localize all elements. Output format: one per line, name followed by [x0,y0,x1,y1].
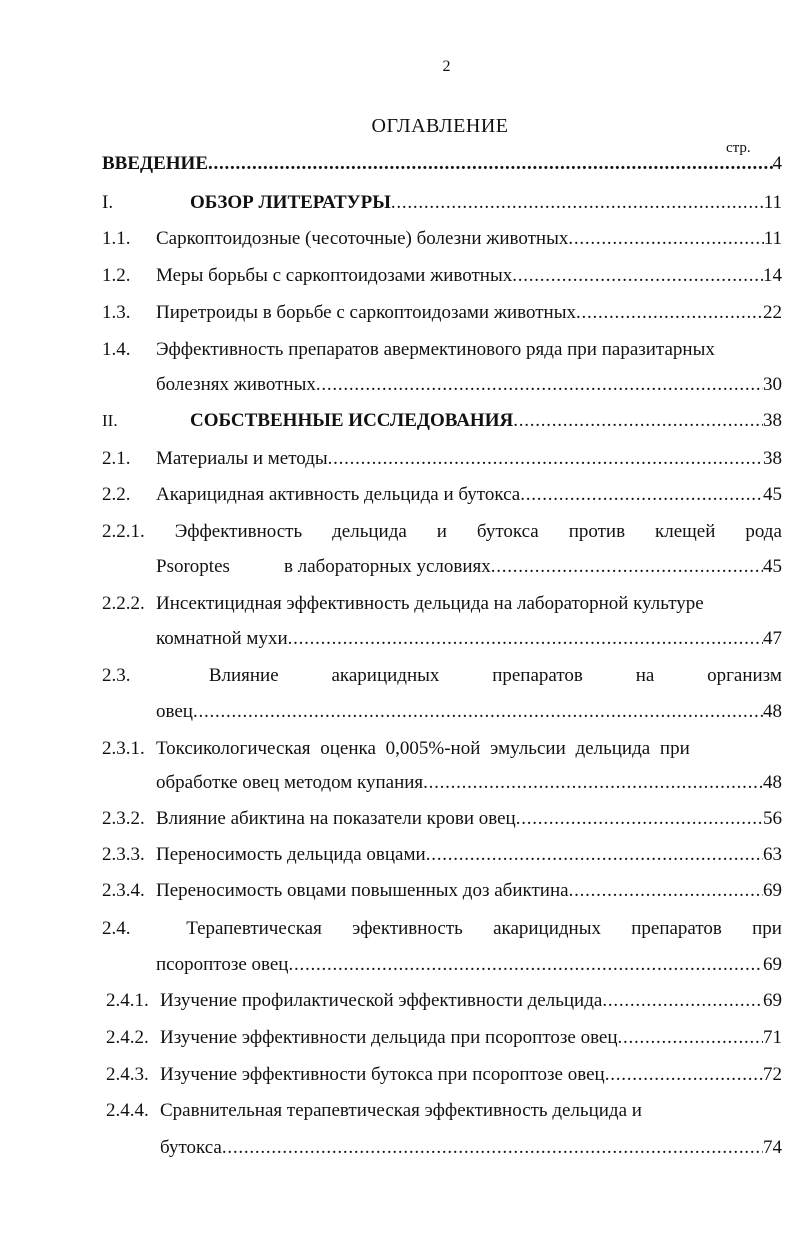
entry-text: Материалы и методы [156,448,328,469]
entry-text: Сравнительная терапевтическая эффективность дельцида и [160,1100,642,1121]
entry-text: Переносимость дельцида овцами [156,844,426,865]
toc-entry-2-4-4[interactable] [106,1100,782,1126]
entry-text: Изучение эффективности дельцида при псороптозе овец [160,1027,618,1048]
toc-entry-2-3-1-continued[interactable] [156,772,782,798]
entry-text: Токсикологическая оценка 0,005%-ной эмульсии дельцида при [156,738,690,759]
entry-text: СОБСТВЕННЫЕ ИССЛЕДОВАНИЯ [190,410,514,431]
dot-leader [208,153,773,175]
dot-leader [520,484,763,506]
entry-page: 14 [763,265,782,286]
dot-leader [288,954,763,976]
entry-page: 45 [763,484,782,505]
entry-page: 69 [763,990,782,1011]
entry-number: 2.4.3. [106,1064,149,1085]
toc-entry-2-4[interactable] [102,918,782,944]
entry-word: акарицидных [331,665,440,686]
dot-leader [316,374,763,396]
entry-number: 2.3.1. [102,738,145,759]
entry-page: 72 [763,1064,782,1085]
entry-number: 1.2. [102,265,131,286]
toc-entry-2-4-3[interactable] [106,1064,782,1090]
entry-word: на [635,665,655,686]
entry-page: 22 [763,302,782,323]
toc-entry-1-3[interactable] [102,302,782,328]
entry-word: дельцида [332,521,407,542]
toc-entry-2-2[interactable] [102,484,782,510]
entry-text: ВВЕДЕНИЕ [102,153,208,174]
entry-number: 2.3.2. [102,808,145,829]
entry-text: комнатной мухи [156,628,288,649]
toc-entry-intro[interactable] [102,153,782,179]
entry-page: 38 [763,410,782,431]
dot-leader [426,844,763,866]
toc-entry-1-4[interactable] [102,339,782,365]
entry-word: при [752,918,782,939]
entry-number: 2.4. [102,918,131,939]
entry-word: и [436,521,447,542]
entry-word: Эффективность [174,521,303,542]
entry-word: акарицидных [493,918,601,939]
dot-leader [193,701,763,723]
entry-text: Изучение эффективности бутокса при псороптозе овец [160,1064,605,1085]
entry-page: 69 [763,954,782,975]
toc-entry-2-2-1[interactable] [102,521,782,547]
entry-number: 2.2.2. [102,593,145,614]
toc-entry-2-2-1-continued[interactable] [156,556,782,582]
entry-word: Влияние [208,665,279,686]
entry-number: 2.2. [102,484,131,505]
dot-leader [328,448,763,470]
entry-page: 11 [763,228,782,249]
toc-entry-2-1[interactable] [102,448,782,474]
entry-text: Эффективность препаратов авермектинового ряда при паразитарных [156,339,715,360]
entry-page: 74 [763,1137,782,1158]
entry-page: 38 [763,448,782,469]
toc-entry-2-4-2[interactable] [106,1027,782,1053]
entry-text: Переносимость овцами повышенных доз абиктина [156,880,569,901]
dot-leader [512,265,763,287]
entry-text: Пиретроиды в борьбе с саркоптоидозами животных [156,302,576,323]
dot-leader [618,1027,763,1049]
entry-page: 30 [763,374,782,395]
dot-leader [605,1064,763,1086]
dot-leader [516,808,763,830]
entry-page: 48 [763,701,782,722]
entry-text: Меры борьбы с саркоптоидозами животных [156,265,513,286]
entry-word: эфективность [352,918,463,939]
entry-page: 47 [763,628,782,649]
entry-word: организм [707,665,782,686]
dot-leader [288,628,763,650]
dot-leader [568,228,763,250]
entry-number: 2.3.3. [102,844,145,865]
toc-title: ОГЛАВЛЕНИЕ [371,115,509,137]
entry-word: клещей [655,521,716,542]
entry-word: препаратов [631,918,722,939]
entry-number: 2.1. [102,448,131,469]
entry-text: ОБЗОР ЛИТЕРАТУРЫ [190,192,391,213]
entry-text: псороптозе овец [156,954,289,975]
entry-number: 2.3.4. [102,880,145,901]
entry-page: 56 [763,808,782,829]
toc-entry-1-4-continued[interactable] [156,374,782,400]
entry-page: 45 [763,556,782,577]
entry-text: в лабораторных условиях [284,556,491,577]
page-column-label: стр. [726,140,751,156]
entry-page: 63 [763,844,782,865]
toc-entry-2-3-4[interactable] [102,880,782,906]
entry-text: Изучение профилактической эффективности дельцида [160,990,603,1011]
entry-number: 2.4.2. [106,1027,149,1048]
entry-number: 2.3. [102,665,131,686]
entry-text: бутокса [160,1137,222,1158]
entry-word: против [568,521,626,542]
dot-leader [569,880,763,902]
dot-leader [391,192,764,214]
toc-entry-2-4-1[interactable] [106,990,782,1016]
entry-page: 71 [763,1027,782,1048]
toc-entry-2-3-3[interactable] [102,844,782,870]
dot-leader [423,772,763,794]
toc-entry-2-4-continued[interactable] [156,954,782,980]
toc-entry-section-2[interactable] [102,410,782,436]
dot-leader [222,1137,763,1159]
toc-entry-1-1[interactable] [102,228,782,254]
entry-number: II. [102,411,118,430]
entry-page: 69 [763,880,782,901]
entry-page: 4 [772,153,782,174]
entry-text: болезнях животных [156,374,316,395]
toc-entry-2-3-1[interactable] [102,738,782,764]
entry-number: 2.2.1. [102,521,145,542]
toc-entry-2-3-2[interactable] [102,808,782,834]
toc-entry-2-2-2-continued[interactable] [156,628,782,654]
toc-entry-2-3-continued[interactable] [156,701,782,727]
dot-leader [576,302,763,324]
page-number: 2 [442,58,451,75]
entry-word: рода [745,521,782,542]
toc-entry-2-3[interactable] [102,665,782,691]
entry-page: 11 [763,192,782,213]
entry-page: 48 [763,772,782,793]
entry-word: препаратов [492,665,583,686]
toc-entry-1-2[interactable] [102,265,782,291]
entry-word: бутокса [476,521,539,542]
entry-text: Акарицидная активность дельцида и бутокса [156,484,521,505]
toc-entry-2-2-2[interactable] [102,593,782,619]
entry-number: I. [102,192,114,213]
entry-text: Инсектицидная эффективность дельцида на лабораторной культуре [156,593,704,614]
toc-entry-2-4-4-continued[interactable] [160,1137,782,1163]
dot-leader [491,556,763,578]
dot-leader [602,990,763,1012]
entry-number: 1.3. [102,302,131,323]
entry-text: Саркоптоидозные (чесоточные) болезни животных [156,228,569,249]
entry-text: Влияние абиктина на показатели крови овец [156,808,516,829]
toc-entry-section-1[interactable] [102,192,782,218]
entry-number: 2.4.1. [106,990,149,1011]
entry-number: 2.4.4. [106,1100,149,1121]
entry-text: обработке овец методом купания [156,772,424,793]
entry-text: Psoroptes [156,556,230,577]
dot-leader [513,410,763,432]
entry-number: 1.1. [102,228,131,249]
entry-text: овец [156,701,193,722]
entry-number: 1.4. [102,339,131,360]
entry-word: Терапевтическая [186,918,322,939]
